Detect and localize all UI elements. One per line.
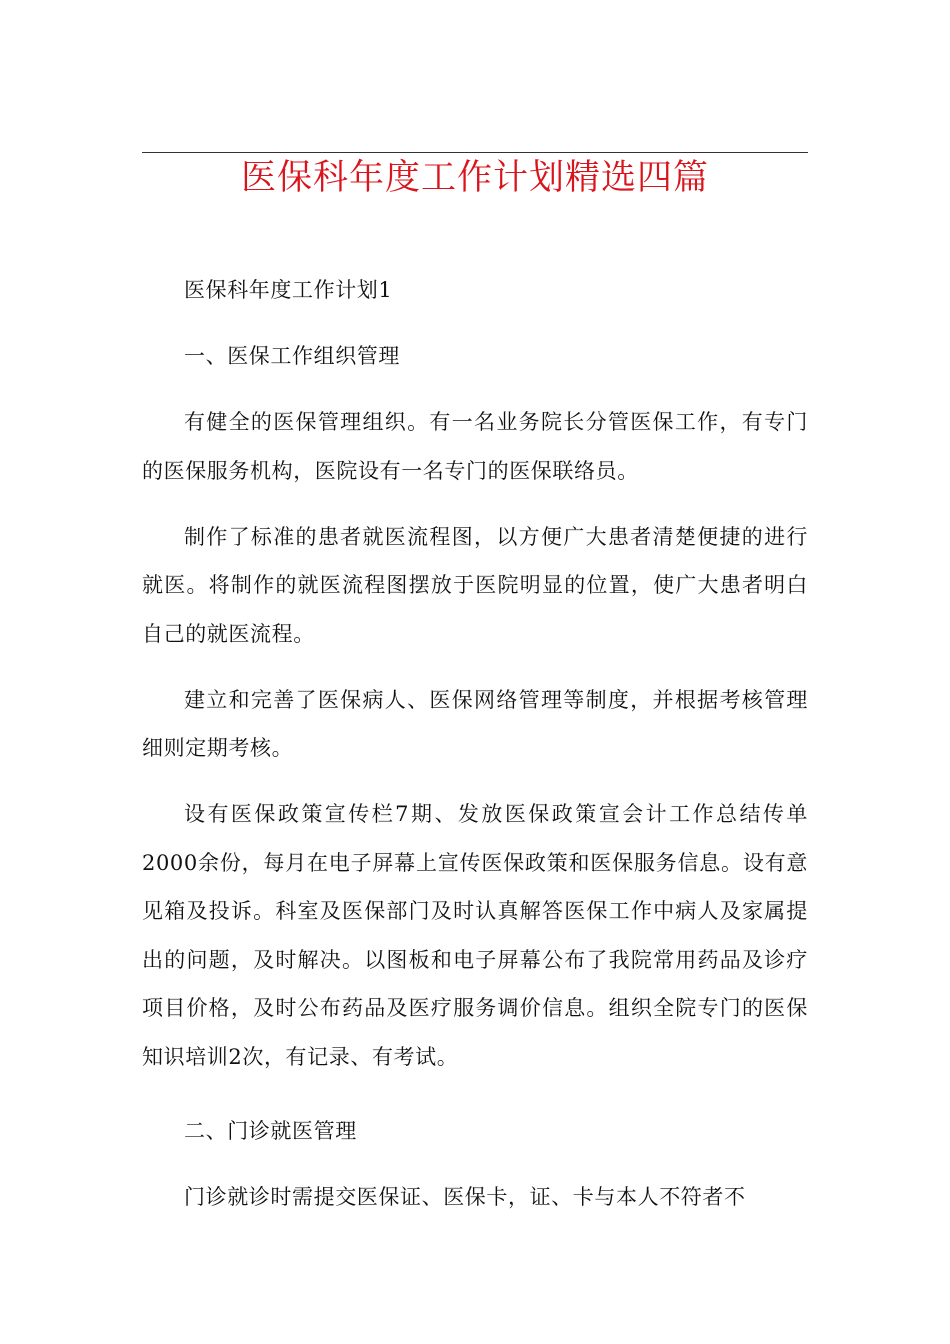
section-heading-1: 一、医保工作组织管理 <box>184 344 400 368</box>
section-heading-2: 二、门诊就医管理 <box>184 1119 357 1143</box>
paragraph-outpatient: 门诊就诊时需提交医保证、医保卡，证、卡与本人不符者不 <box>184 1185 746 1209</box>
paragraph-publicity: 设有医保政策宣传栏7期、发放医保政策宣会计工作总结传单2000余份，每月在电子屏幕上宣传医保政策和医保服务信息。设有意见箱及投诉。科室及医保部门及时认真解答医保工作中病人及家属提出的问题，及时解决。以图板和电子屏幕公布了我院常用药品及诊疗项目价格，及时公布药品及医疗服务调价信息。组织全院专门的医保知识培训2次，有记录、有考试。 <box>142 802 808 1069</box>
document-title: 医保科年度工作计划精选四篇 <box>240 158 709 198</box>
paragraph-rules: 建立和完善了医保病人、医保网络管理等制度，并根据考核管理细则定期考核。 <box>142 687 808 760</box>
plan-heading: 医保科年度工作计划1 <box>184 278 393 302</box>
paragraph-organization: 有健全的医保管理组织。有一名业务院长分管医保工作，有专门的医保服务机构，医院设有一名专门的医保联络员。 <box>142 410 808 483</box>
header-rule <box>142 152 808 153</box>
document-body <box>142 266 808 1239</box>
paragraph-process-chart: 制作了标准的患者就医流程图，以方便广大患者清楚便捷的进行就医。将制作的就医流程图摆放于医院明显的位置，使广大患者明白自己的就医流程。 <box>142 524 808 646</box>
